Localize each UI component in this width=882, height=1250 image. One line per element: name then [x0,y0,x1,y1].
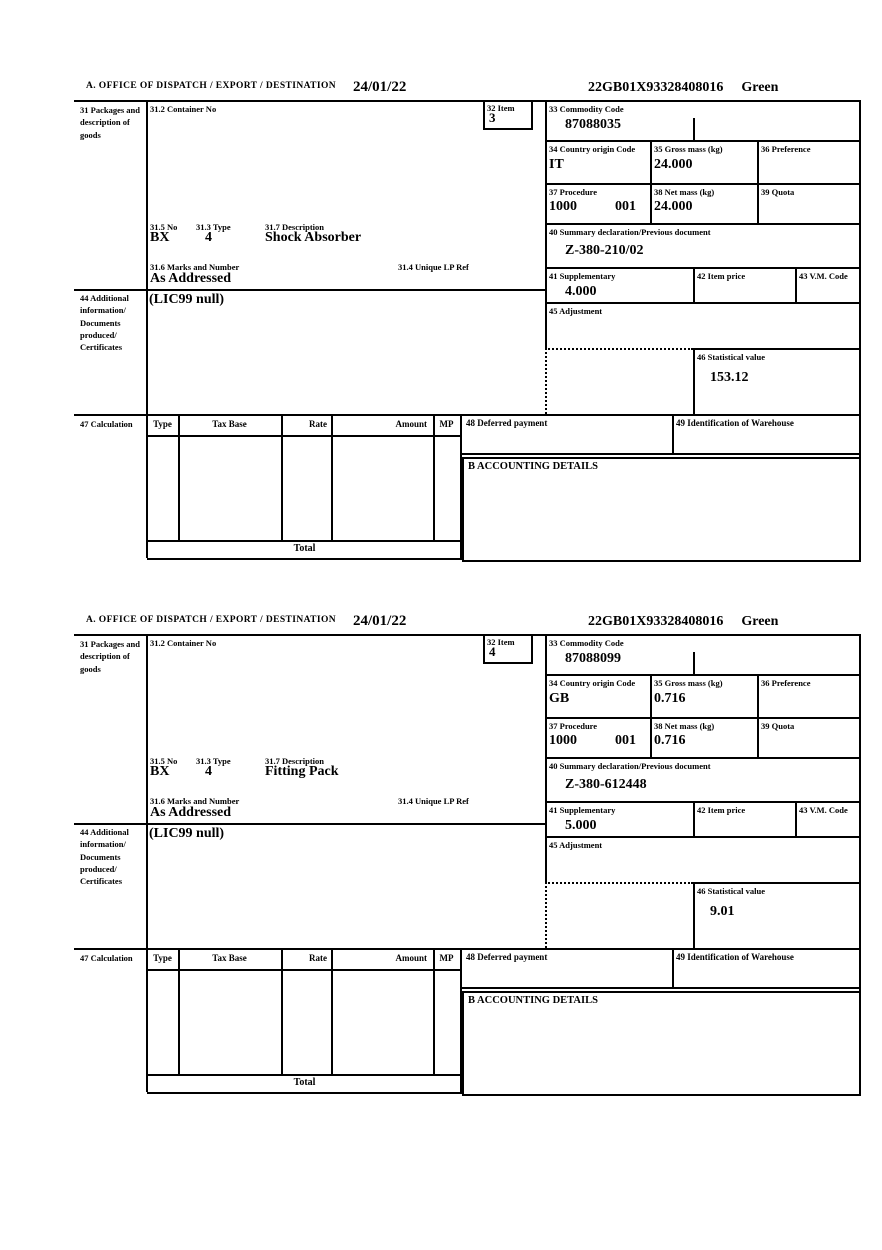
column-header-mp: MP [439,953,454,963]
border-line [483,100,485,130]
statistical-value: 153.12 [710,370,749,385]
border-line [531,634,533,664]
border-line [693,882,861,884]
column-header-tax-base: Tax Base [212,419,247,429]
procedure-qualifier-value: 001 [615,733,636,748]
marks-value: As Addressed [150,271,232,286]
border-line [693,801,695,836]
box46-label: 46 Statistical value [697,886,765,896]
item-number-value: 4 [489,644,496,659]
box31-7-label: 31.7 Description [265,222,325,232]
column-header-tax-base: Tax Base [212,953,247,963]
dotted-border-line [545,882,547,948]
box42-label: 42 Item price [697,271,746,281]
border-line [281,948,283,1074]
border-line [74,289,546,291]
box39-label: 39 Quota [761,187,795,197]
box31-4-label: 31.4 Unique LP Ref [398,796,469,806]
box31-2-label: 31.2 Container No [150,638,217,648]
border-line [433,948,435,1074]
border-line [74,823,546,825]
accounting-details-label: B ACCOUNTING DETAILS [468,995,598,1006]
border-line [462,987,861,989]
supplementary-value: 5.000 [565,818,597,833]
gross-mass-value: 0.716 [654,691,686,706]
commodity-code-divider [693,652,695,674]
border-line [178,948,180,1074]
procedure-value: 1000 [549,199,577,214]
border-line [147,558,462,560]
box41-label: 41 Supplementary [549,805,616,815]
box43-label: 43 V.M. Code [799,805,848,815]
column-header-type: Type [153,419,172,429]
supplementary-value: 4.000 [565,284,597,299]
box31-6-label: 31.6 Marks and Number [150,796,240,806]
box44-label: 44 Additional information/ Documents produced/ Certificates [80,293,129,353]
procedure-value: 1000 [549,733,577,748]
box31-7-label: 31.7 Description [265,756,325,766]
box49-label: 49 Identification of Warehouse [676,952,794,962]
border-line [147,1074,462,1076]
border-line [672,414,674,453]
box32-label: 32 Item [487,637,515,647]
movement-reference [588,80,778,96]
border-line [147,969,462,971]
border-line [693,267,695,302]
column-header-rate: Rate [309,419,327,429]
additional-info-value: (LIC99 null) [149,292,225,307]
item-number-value: 3 [489,110,496,125]
border-line [74,948,861,950]
border-line [74,100,861,102]
package-type-value: 4 [205,764,212,779]
border-line [650,140,652,223]
declaration-item-section-2 [0,614,882,1146]
border-line [146,100,148,558]
net-mass-value: 24.000 [654,199,693,214]
total-label: Total [293,1077,316,1088]
accounting-details-label: B ACCOUNTING DETAILS [468,461,598,472]
reference-number: 22GB01X93328408016 [588,614,724,629]
border-line [531,100,533,130]
box31-3-label: 31.3 Type [196,222,231,232]
border-line [672,948,674,987]
box37-label: 37 Procedure [549,721,598,731]
box37-label: 37 Procedure [549,187,598,197]
box40-label: 40 Summary declaration/Previous document [549,761,711,771]
gross-mass-value: 24.000 [654,157,693,172]
previous-document-value: Z-380-612448 [565,777,647,792]
country-origin-value: GB [549,691,570,706]
box33-label: 33 Commodity Code [549,104,624,114]
box36-label: 36 Preference [761,678,811,688]
border-line [483,128,533,130]
box32-label: 32 Item [487,103,515,113]
country-origin-value: IT [549,157,564,172]
box35-label: 35 Gross mass (kg) [654,144,723,154]
border-line [545,674,861,676]
border-line [757,674,759,757]
box40-label: 40 Summary declaration/Previous document [549,227,711,237]
border-line [74,634,861,636]
box34-label: 34 Country origin Code [549,678,636,688]
border-line [693,348,861,350]
package-type-value: 4 [205,230,212,245]
dotted-border-line [545,348,547,414]
border-line [795,267,797,302]
border-line [147,1092,462,1094]
commodity-code-divider [693,118,695,140]
box38-label: 38 Net mass (kg) [654,721,715,731]
border-line [147,435,462,437]
border-line [545,836,861,838]
box31-2-label: 31.2 Container No [150,104,217,114]
commodity-code-value: 87088035 [565,117,621,132]
net-mass-value: 0.716 [654,733,686,748]
box36-label: 36 Preference [761,144,811,154]
border-line [483,634,485,664]
box44-label: 44 Additional information/ Documents produced/ Certificates [80,827,129,887]
border-line [545,267,861,269]
box31-label: 31 Packages and description of goods [80,639,140,674]
border-line [545,757,861,759]
border-line [483,662,533,664]
box35-label: 35 Gross mass (kg) [654,678,723,688]
border-line [545,717,861,719]
border-line [545,223,861,225]
box41-label: 41 Supplementary [549,271,616,281]
package-no-value: BX [150,764,170,779]
border-line [331,948,333,1074]
box47-label: 47 Calculation [80,953,133,963]
box31-3-label: 31.3 Type [196,756,231,766]
border-line [795,801,797,836]
commodity-code-value: 87088099 [565,651,621,666]
previous-document-value: Z-380-210/02 [565,243,644,258]
border-line [147,540,462,542]
reference-number: 22GB01X93328408016 [588,80,724,95]
accounting-details-box [462,457,861,562]
accounting-details-box [462,991,861,1096]
border-line [433,414,435,540]
border-line [281,414,283,540]
border-line [545,801,861,803]
date-value: 24/01/22 [353,79,407,95]
border-line [545,140,861,142]
border-line [74,414,861,416]
package-no-value: BX [150,230,170,245]
dotted-border-line [545,348,693,350]
date-value: 24/01/22 [353,613,407,629]
column-header-mp: MP [439,419,454,429]
office-of-dispatch-label: A. OFFICE OF DISPATCH / EXPORT / DESTINATION [86,615,337,625]
border-line [178,414,180,540]
declaration-item-section-1 [0,80,882,612]
box31-label: 31 Packages and description of goods [80,105,140,140]
box31-6-label: 31.6 Marks and Number [150,262,240,272]
border-line [693,348,695,414]
box47-label: 47 Calculation [80,419,133,429]
border-line [146,634,148,1092]
border-line [331,414,333,540]
box38-label: 38 Net mass (kg) [654,187,715,197]
border-line [545,183,861,185]
border-line [757,140,759,223]
marks-value: As Addressed [150,805,232,820]
box31-4-label: 31.4 Unique LP Ref [398,262,469,272]
box48-label: 48 Deferred payment [466,418,548,428]
routing-value: Green [741,614,779,629]
movement-reference [588,614,778,630]
border-line [650,674,652,757]
statistical-value: 9.01 [710,904,735,919]
box43-label: 43 V.M. Code [799,271,848,281]
additional-info-value: (LIC99 null) [149,826,225,841]
office-of-dispatch-label: A. OFFICE OF DISPATCH / EXPORT / DESTINATION [86,81,337,91]
box48-label: 48 Deferred payment [466,952,548,962]
column-header-type: Type [153,953,172,963]
box39-label: 39 Quota [761,721,795,731]
box46-label: 46 Statistical value [697,352,765,362]
column-header-amount: Amount [395,953,427,963]
total-label: Total [293,543,316,554]
dotted-border-line [545,882,693,884]
border-line [462,453,861,455]
box49-label: 49 Identification of Warehouse [676,418,794,428]
box34-label: 34 Country origin Code [549,144,636,154]
goods-description-value: Fitting Pack [265,764,339,779]
column-header-rate: Rate [309,953,327,963]
box45-label: 45 Adjustment [549,840,603,850]
column-header-amount: Amount [395,419,427,429]
procedure-qualifier-value: 001 [615,199,636,214]
goods-description-value: Shock Absorber [265,230,362,245]
box42-label: 42 Item price [697,805,746,815]
border-line [545,302,861,304]
box31-5-label: 31.5 No [150,756,178,766]
box31-5-label: 31.5 No [150,222,178,232]
box45-label: 45 Adjustment [549,306,603,316]
border-line [693,882,695,948]
routing-value: Green [741,80,779,95]
box33-label: 33 Commodity Code [549,638,624,648]
